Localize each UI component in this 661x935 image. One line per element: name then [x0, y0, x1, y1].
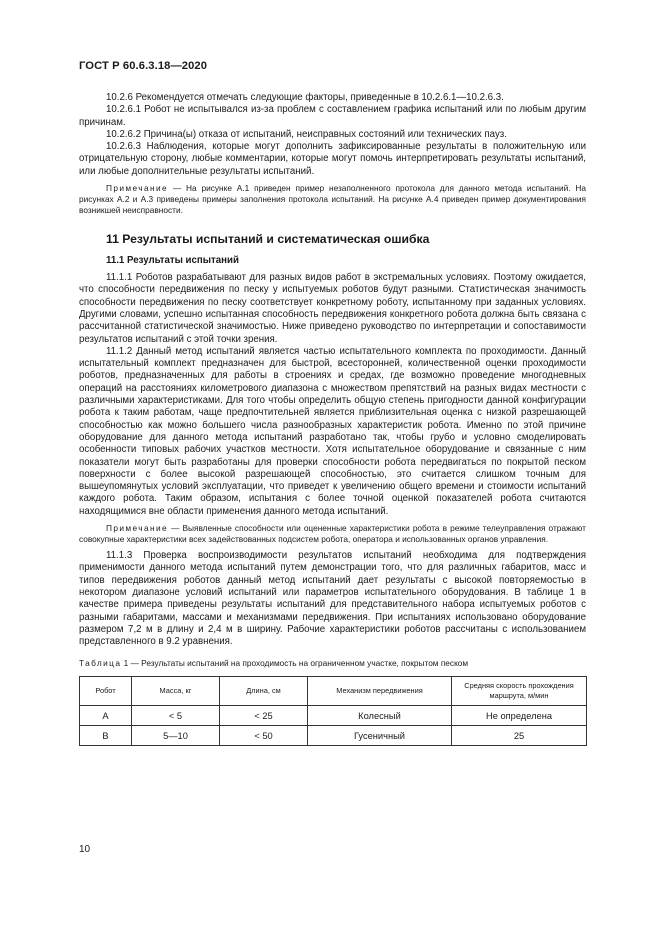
table-header-row — [80, 677, 587, 706]
cell-mass: < 5 — [132, 706, 220, 726]
page-content — [79, 92, 586, 746]
cell-robot: A — [80, 706, 132, 726]
document-header: ГОСТ Р 60.6.3.18—2020 — [79, 60, 208, 72]
paragraph-11-1-1: 11.1.1 Роботов разрабатывают для разных видов работ в экстремальных условиях. Поэтому ожидается, что способности передвижения по песку у испытуемых роботов будут разными. Статистическая значимость способности передвижения по песку соответствует конкретному роботу, испытанному при заданных условиях. Другими словами, успешно испытанная способность передвижения конкретного робота должна быть связана с рассчитанной статистической значимостью. Ниже приведено руководство по интерпретации и сопоставимости результатов испытаний с этой точки зрения. — [79, 272, 586, 345]
cell-mass: 5—10 — [132, 726, 220, 746]
paragraph-10-2-6-2: 10.2.6.2 Причина(ы) отказа от испытаний, неисправных состояний или технических пауз. — [106, 128, 507, 140]
header-robot: Робот — [80, 677, 132, 706]
header-mass: Масса, кг — [132, 677, 220, 706]
paragraph-10-2-6-1: 10.2.6.1 Робот не испытывался из-за проблем с составлением графика испытаний или по любым другим причинам. — [79, 104, 586, 128]
header-locomotion: Механизм передвижения — [308, 677, 452, 706]
table-caption-text: 1 — Результаты испытаний на проходимость на ограниченном участке, покрытом песком — [121, 658, 469, 669]
cell-speed: 25 — [452, 726, 587, 746]
page-number: 10 — [79, 844, 91, 855]
note-1 — [79, 183, 586, 216]
subsection-title: 11.1 Результаты испытаний — [106, 255, 239, 267]
note-2-text: — Выявленные способности или оцененные характеристики робота в режиме телеуправления отражают совокупные характеристики всех задействованных подсистем робота, оператора и использованных органов управления. — [79, 523, 586, 545]
table-caption-label: Таблица — [79, 658, 122, 669]
header-length: Длина, см — [220, 677, 308, 706]
header-speed: Средняя скорость прохождения маршрута, м/мин — [452, 677, 587, 706]
cell-locomotion: Гусеничный — [308, 726, 452, 746]
paragraph-11-1-2: 11.1.2 Данный метод испытаний является частью испытательного комплекта по проходимости. Данный испытательный комплект предназначен для быстрой, всесторонней, количественной оценки проходимости роботов, предназначенных для работы в строениях и средах, где возможно проведение многодневных операций на расстояниях километрового диапазона с множеством препятствий на разных видах местности с различными характеристиками. Для того чтобы определить общую степень пригодности данной конфигурации робота к таким работам, чаще предпочтительней является приблизительная оценка с низкой разрешающей способностью как можно большего числа разнообразных характеристик робота. Именно по этой причине оборудование для данного метода испытаний разработано так, чтобы грубо и условно смоделировать особенности типовых рабочих участков местности. Хотя испытательное оборудование и связанные с ним показатели могут быть разработаны для проверки способности робота передвигаться по покрытой песком поверхности с более высокой разрешающей способностью, это считается слишком точным для вышеупомянутых условий эксплуатации, что приведет к увеличению общего времени и стоимости испытаний каждого робота. Таким образом, испытания с более точной оценкой показателей робота считаются находящимися вне области применения данного метода испытаний. — [79, 345, 586, 517]
results-table — [79, 676, 587, 746]
section-title: 11 Результаты испытаний и систематическая ошибка — [106, 232, 430, 247]
cell-robot: B — [80, 726, 132, 746]
cell-locomotion: Колесный — [308, 706, 452, 726]
cell-speed: Не определена — [452, 706, 587, 726]
table-row — [80, 726, 587, 746]
cell-length: < 25 — [220, 706, 308, 726]
cell-length: < 50 — [220, 726, 308, 746]
paragraph-10-2-6-3: 10.2.6.3 Наблюдения, которые могут дополнить зафиксированные результаты в положительную или отрицательную сторону, любые комментарии, которые могут помочь интерпретировать результаты испытаний, или любые дополнительные результаты испытаний. — [79, 141, 586, 177]
note-2-label: Примечание — [106, 523, 169, 534]
note-2 — [79, 523, 586, 545]
paragraph-10-2-6: 10.2.6 Рекомендуется отмечать следующие факторы, приведенные в 10.2.6.1—10.2.6.3. — [106, 92, 504, 103]
note-1-text: — На рисунке А.1 приведен пример незаполненного протокола для данного метода испытаний. На рисунках А.2 и А.3 приведены примеры заполнения протокола испытаний. На рисунке А.4 приведен пример документирования возникшей неисправности. — [79, 183, 586, 216]
note-1-label: Примечание — [106, 183, 169, 194]
table-row — [80, 706, 587, 726]
paragraph-11-1-3: 11.1.3 Проверка воспроизводимости результатов испытаний необходима для подтверждения применимости данного метода испытаний путем демонстрации того, что для различных габаритов, масс и типов передвижения роботов данный метод испытаний дает результаты с высокой повторяемостью в некотором диапазоне условий испытаний или параметров испытательного оборудования. В таблице 1 в качестве примера приведены результаты испытаний для представительного набора испытуемых роботов с разными габаритами, массами и механизмами передвижения. При испытаниях использовано оборудование размером 7,2 м в длину и 2,4 м в ширину. Рабочие характеристики роботов рассчитаны с использованием представленного в 9.2 уравнения. — [79, 550, 586, 648]
table-caption — [79, 658, 586, 669]
